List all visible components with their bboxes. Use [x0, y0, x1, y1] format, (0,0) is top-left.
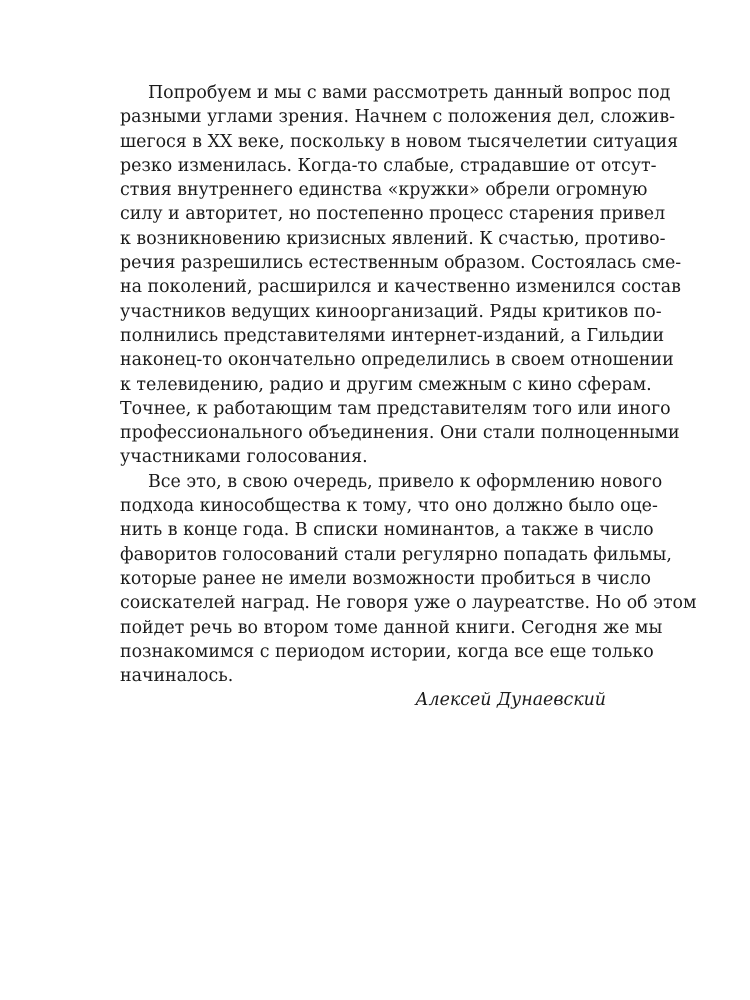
text-line: речия разрешились естественным образом. Состоялась сме- [120, 253, 682, 274]
text-line: наконец-то окончательно определились в своем отношении [120, 350, 674, 371]
text-line: нить в конце года. В списки номинантов, а также в число [120, 520, 654, 541]
body-text [120, 81, 697, 713]
author-signature: Алексей Дунаевский [415, 690, 606, 711]
text-line: подхода кинособщества к тому, что оно должно было оце- [120, 496, 658, 517]
text-line: соискателей наград. Не говоря уже о лауреатстве. Но об этом [120, 593, 697, 614]
text-line: ствия внутреннего единства «кружки» обрели огромную [120, 180, 648, 201]
text-line: Попробуем и мы с вами рассмотреть данный вопрос под [148, 83, 671, 103]
text-line: разными углами зрения. Начнем с положения дел, сложив- [120, 107, 675, 128]
text-line: которые ранее не имели возможности пробиться в число [120, 568, 651, 589]
paragraph-2 [120, 470, 697, 689]
text-line: участников ведущих киноорганизаций. Ряды критиков по- [120, 301, 662, 322]
text-line: силу и авторитет, но постепенно процесс старения привел [120, 204, 666, 225]
text-line: участниками голосования. [120, 447, 368, 468]
text-line: резко изменилась. Когда-то слабые, страдавшие от отсут- [120, 155, 657, 176]
text-line: пойдет речь во втором томе данной книги. Сегодня же мы [120, 617, 663, 638]
text-line: к возникновению кризисных явлений. К счастью, противо- [120, 228, 666, 249]
text-line: профессионального объединения. Они стали полноценными [120, 423, 680, 444]
text-line: фаворитов голосований стали регулярно попадать фильмы, [120, 544, 672, 565]
text-line: Все это, в свою очередь, привело к оформлению нового [148, 471, 663, 492]
text-line: на поколений, расширился и качественно изменился состав [120, 277, 681, 298]
text-line: шегося в XX веке, поскольку в новом тысячелетии ситуация [120, 131, 679, 152]
text-line: начиналось. [120, 666, 234, 687]
text-line: полнились представителями интернет-изданий, а Гильдии [120, 325, 665, 346]
text-line: Точнее, к работающим там представителям того или иного [120, 398, 671, 419]
paragraph-1 [120, 81, 682, 470]
text-line: познакомимся с периодом истории, когда все еще только [120, 641, 654, 662]
text-line: к телевидению, радио и другим смежным с кино сферам. [120, 374, 652, 395]
